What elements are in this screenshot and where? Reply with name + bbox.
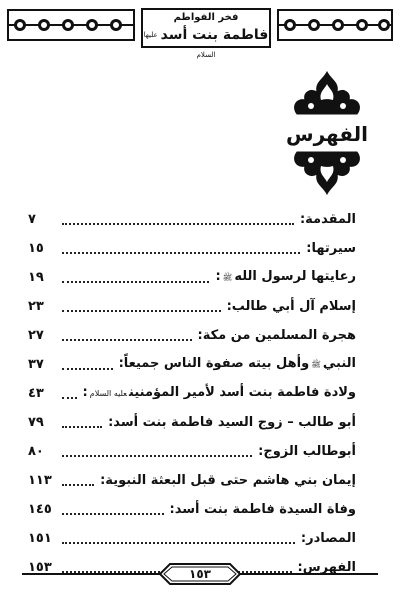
toc-row (28, 432, 356, 461)
book-subtitle: فخر الفواطم (173, 12, 239, 23)
book-title-honorific: عليها السلام (143, 31, 216, 59)
toc-title: المصادر: (300, 531, 356, 546)
toc-row (28, 403, 356, 432)
toc-leader-dots (62, 483, 94, 486)
toc-leader-dots (62, 454, 252, 457)
toc-title (119, 355, 356, 374)
toc-title-text: النبي (322, 356, 356, 371)
toc-honorific: ﷺ (222, 273, 233, 282)
footer-ornament (0, 555, 400, 593)
toc-page-number: ٢٧ (28, 328, 44, 343)
toc-leader-dots (62, 512, 164, 515)
header-banner (0, 0, 400, 59)
toc-page-number: ٨٠ (28, 444, 44, 459)
toc-leader-dots (62, 309, 221, 312)
toc-honorific: عليه السلام (89, 389, 128, 398)
toc-title (215, 268, 356, 287)
toc-title: إيمان بني هاشم حتى قبل البعثة النبوية: (100, 473, 356, 488)
toc-title: وفاة السيدة فاطمة بنت أسد: (169, 502, 356, 517)
toc-page-number: ٧ (28, 212, 36, 227)
toc-title: أبوطالب الزوج: (258, 444, 356, 459)
toc-leader-dots (62, 280, 209, 283)
toc-title: إسلام آل أبي طالب: (226, 299, 356, 314)
toc-title: أبو طالب – زوج السيد فاطمة بنت أسد: (108, 415, 356, 430)
toc-title (83, 384, 356, 403)
toc-row (28, 316, 356, 345)
toc-row (28, 229, 356, 258)
toc-row (28, 461, 356, 490)
toc-title-suffix: : (215, 269, 221, 284)
toc-page-number: ٤٣ (28, 386, 44, 401)
toc-page-number: ١٥٣ (28, 560, 52, 575)
toc-leader-dots (62, 251, 300, 254)
toc-leader-dots (62, 425, 102, 428)
index-heading: الفهرس (268, 120, 386, 148)
toc-page-number: ١٤٥ (28, 502, 52, 517)
toc-row (28, 200, 356, 229)
toc-title: الفهرس: (297, 560, 356, 575)
toc-leader-dots (62, 367, 113, 370)
toc-page-number: ٢٣ (28, 299, 44, 314)
book-title (143, 25, 269, 65)
toc-row (28, 490, 356, 519)
toc-title-text: ولادة فاطمة بنت أسد لأمير المؤمنين (129, 385, 356, 400)
toc-row (28, 519, 356, 548)
toc-page-number: ١١٣ (28, 473, 52, 488)
toc-page-number: ١٥١ (28, 531, 52, 546)
toc-page-number: ١٥ (28, 241, 44, 256)
toc-row (28, 287, 356, 316)
toc-page-number: ١٩ (28, 270, 44, 285)
toc-row (28, 345, 356, 374)
toc-title: المقدمة: (299, 212, 356, 227)
toc-title-suffix: وأهل بيته صفوة الناس جميعاً: (118, 356, 310, 371)
book-title-text: فاطمة بنت أسد (160, 27, 269, 43)
toc-leader-dots (62, 396, 77, 399)
toc-title-text: رعايتها لرسول الله (234, 269, 356, 284)
table-of-contents (28, 200, 356, 577)
toc-title: هجرة المسلمين من مكة: (197, 328, 356, 343)
page-number: ١٥٣ (189, 567, 211, 581)
toc-leader-dots (62, 222, 294, 225)
book-title-box (141, 8, 271, 59)
toc-honorific: ﷺ (311, 360, 321, 369)
toc-page-number: ٧٩ (28, 415, 44, 430)
toc-title-suffix: : (82, 385, 88, 400)
toc-leader-dots (62, 338, 192, 341)
toc-row (28, 374, 356, 403)
toc-page-number: ٣٧ (28, 357, 44, 372)
toc-leader-dots (62, 541, 295, 544)
toc-row (28, 258, 356, 287)
toc-title: سيرتها: (306, 241, 356, 256)
